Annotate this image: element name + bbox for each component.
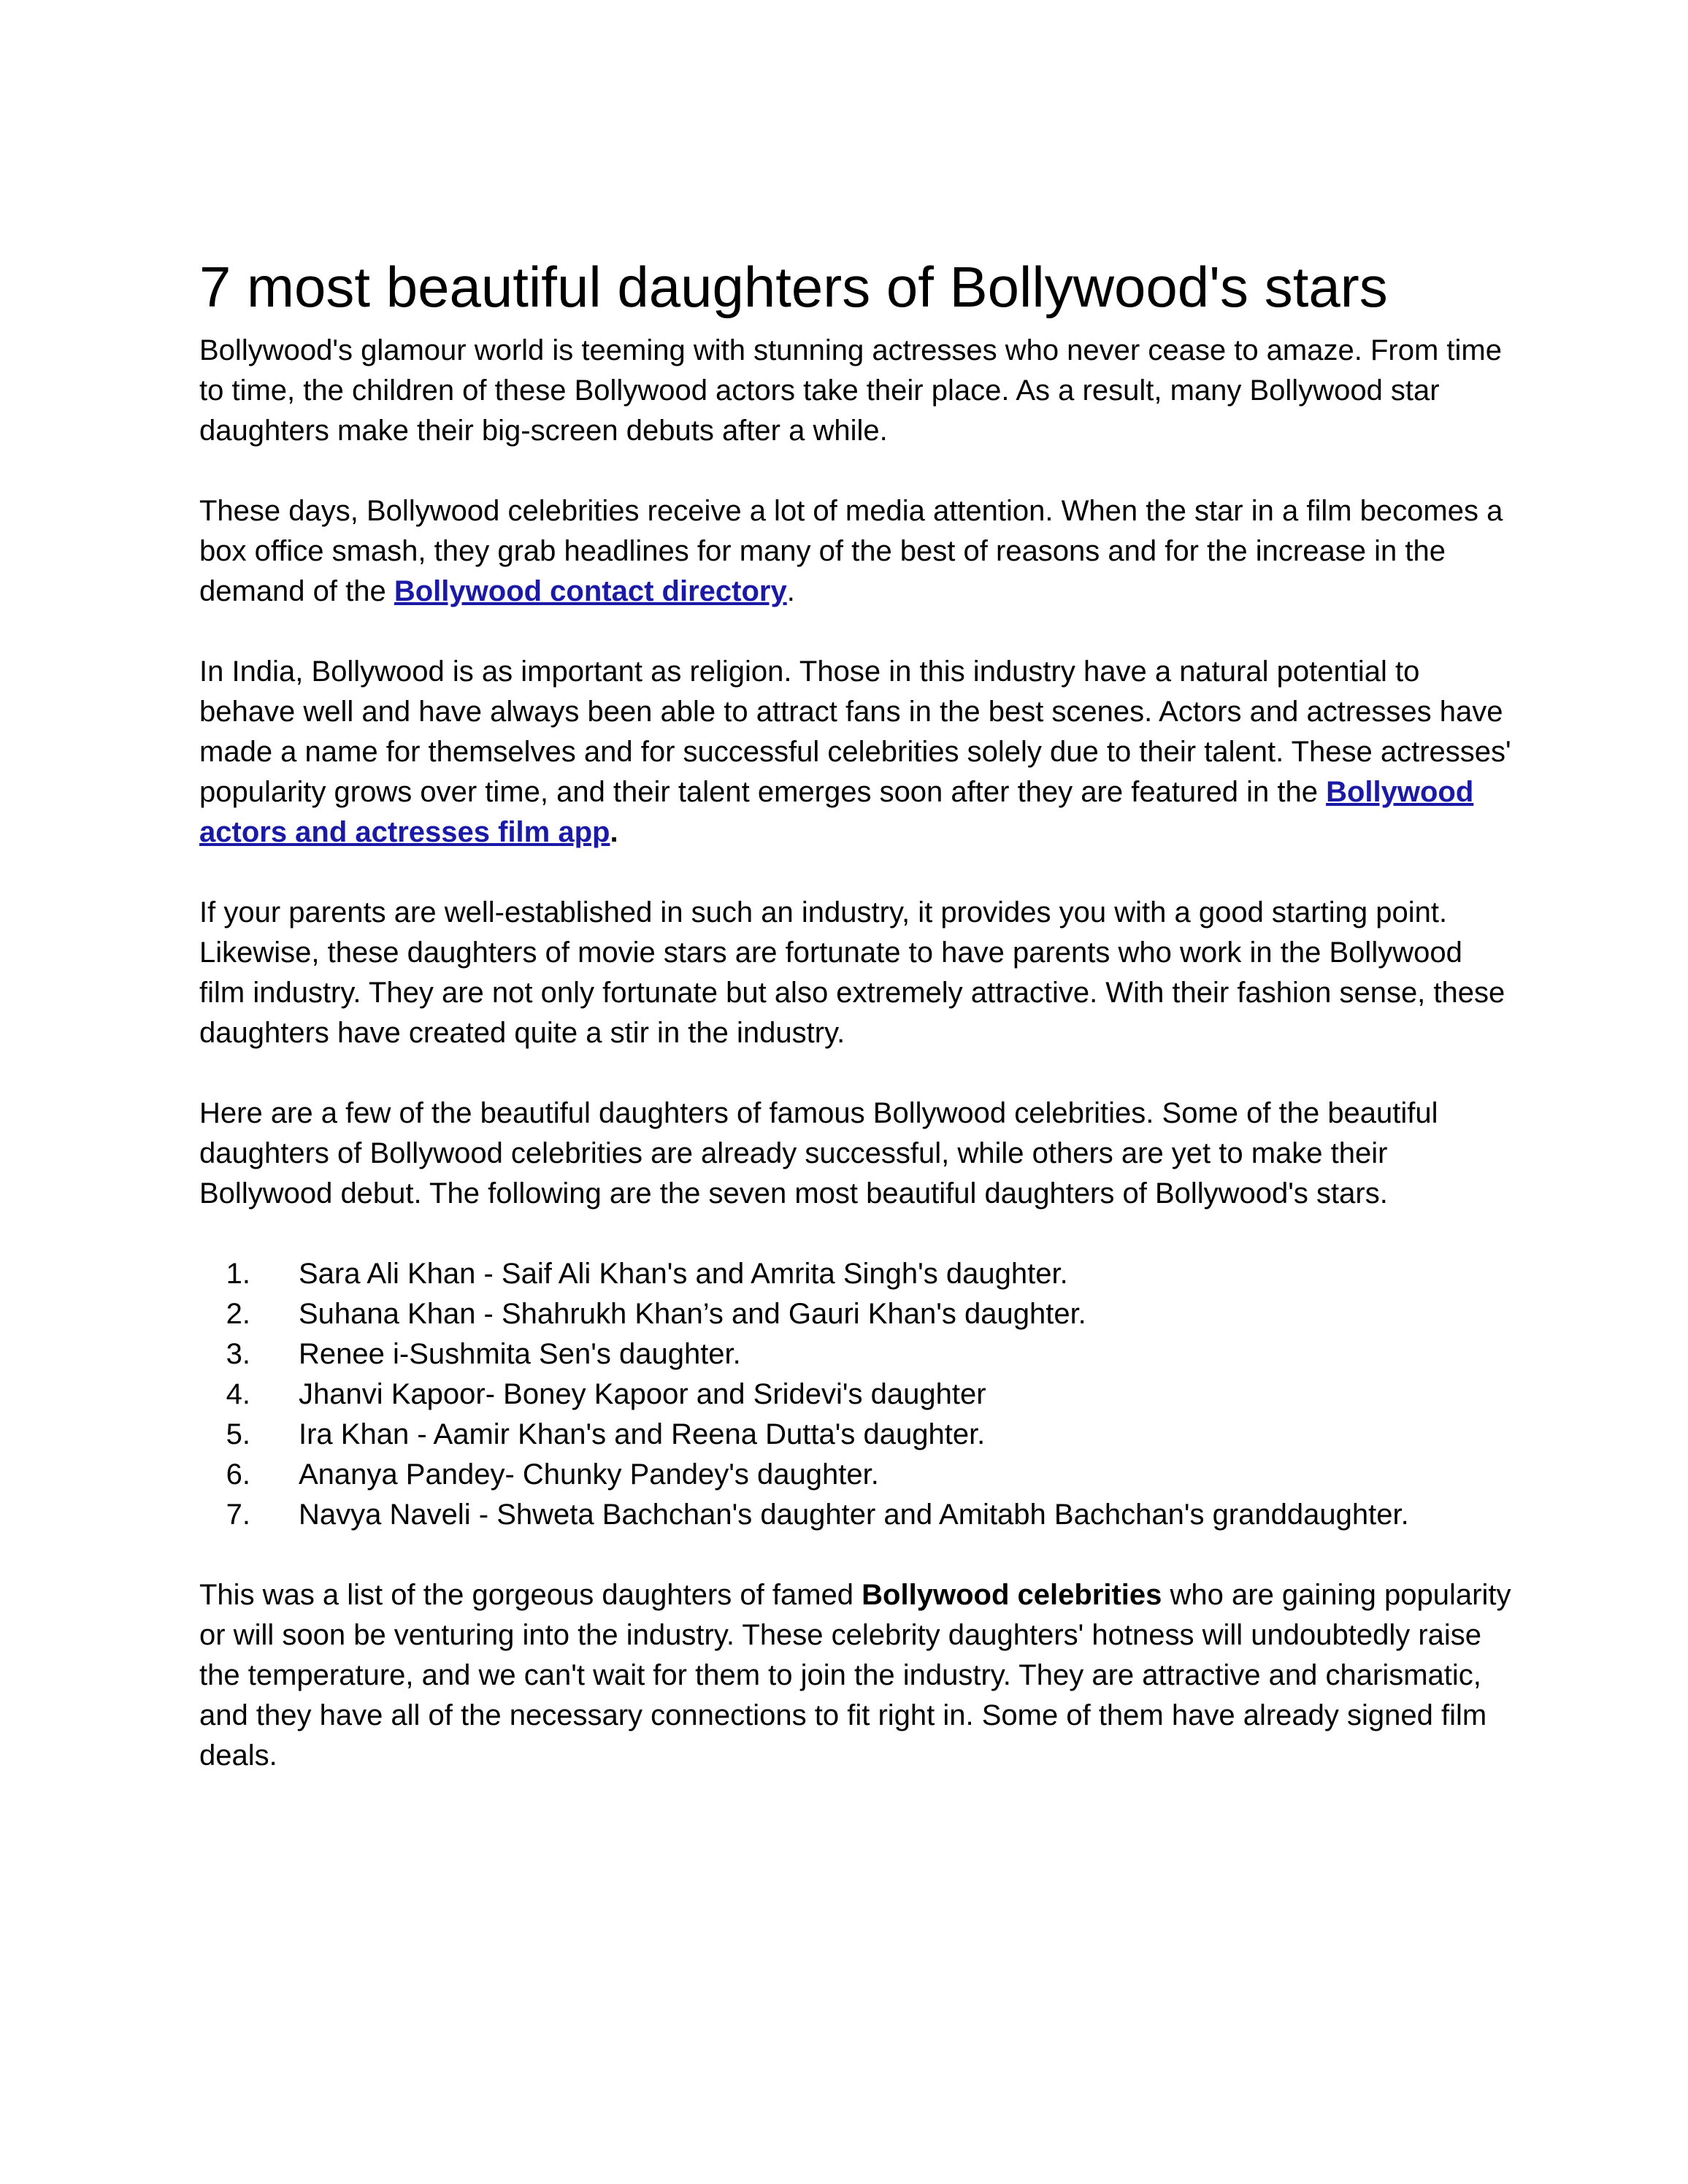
paragraph-text: . [786,575,795,607]
list-number: 4. [226,1378,250,1410]
paragraph-india-religion [199,652,1514,853]
list-item-text: Jhanvi Kapoor- Boney Kapoor and Sridevi's daughter [299,1378,986,1410]
list-item [199,1495,1514,1535]
list-item [199,1374,1514,1415]
paragraph-text: In India, Bollywood is as important as religion. Those in this industry have a natural potential to behave well and have always been able to attract fans in the best scenes. Actors and actresses have made a name for themselves and for successful celebrities solely due to their talent. These actresses' popularity grows over time, and their talent emerges soon after they are featured in the [199,655,1511,808]
list-item-text: Sara Ali Khan - Saif Ali Khan's and Amrita Singh's daughter. [299,1258,1068,1290]
list-item-text: Renee i-Sushmita Sen's daughter. [299,1338,741,1370]
list-number: 5. [226,1418,250,1450]
list-item [199,1455,1514,1495]
paragraph-intro: Bollywood's glamour world is teeming with stunning actresses who never cease to amaze. From time to time, the children of these Bollywood actors take their place. As a result, many Bollywood star daughters make their big-screen debuts after a while. [199,334,1502,447]
document-page [199,252,1514,1816]
page-title: 7 most beautiful daughters of Bollywood's stars [199,255,1388,319]
bollywood-celebrities-bold: Bollywood celebrities [862,1579,1162,1611]
daughters-list [199,1254,1514,1535]
list-item-text: Suhana Khan - Shahrukh Khan’s and Gauri Khan's daughter. [299,1298,1086,1330]
paragraph-text: who are gaining popularity or will soon be venturing into the industry. These celebrity daughters' hotness will undoubtedly raise the temperature, and we can't wait for them to join the industry. They are attractive and charismatic, and they have all of the necessary connections to fit right in. Some of them have already signed film deals. [199,1579,1511,1772]
list-item-text: Ira Khan - Aamir Khan's and Reena Dutta's daughter. [299,1418,986,1450]
list-item [199,1334,1514,1374]
paragraph-text: . [610,816,618,848]
list-item [199,1294,1514,1334]
paragraph-list-intro: Here are a few of the beautiful daughters of famous Bollywood celebrities. Some of the beautiful daughters of Bollywood celebrities are already successful, while others are yet to make their Bollywood debut. The following are the seven most beautiful daughters of Bollywood's stars. [199,1097,1438,1210]
list-number: 7. [226,1499,250,1531]
list-number: 2. [226,1298,250,1330]
list-number: 6. [226,1458,250,1491]
paragraph-parents: If your parents are well-established in such an industry, it provides you with a good starting point. Likewise, these daughters of movie stars are fortunate to have parents who work in the Bollywood film industry. They are not only fortunate but also extremely attractive. With their fashion sense, these daughters have created quite a stir in the industry. [199,896,1505,1049]
paragraph-conclusion [199,1575,1514,1776]
list-item-text: Ananya Pandey- Chunky Pandey's daughter. [299,1458,879,1491]
list-item [199,1415,1514,1455]
list-number: 1. [226,1258,250,1290]
paragraph-media-attention [199,491,1514,612]
list-number: 3. [226,1338,250,1370]
paragraph-text: This was a list of the gorgeous daughters of famed [199,1579,862,1611]
bollywood-contact-directory-link[interactable]: Bollywood contact directory [394,575,787,607]
list-item [199,1254,1514,1294]
bollywood-film-app-link[interactable]: Bollywood actors and actresses film app [199,776,1474,848]
paragraph-text: These days, Bollywood celebrities receive a lot of media attention. When the star in a film becomes a box office smash, they grab headlines for many of the best of reasons and for the increase in the demand of the [199,495,1503,607]
list-item-text: Navya Naveli - Shweta Bachchan's daughter and Amitabh Bachchan's granddaughter. [299,1499,1409,1531]
